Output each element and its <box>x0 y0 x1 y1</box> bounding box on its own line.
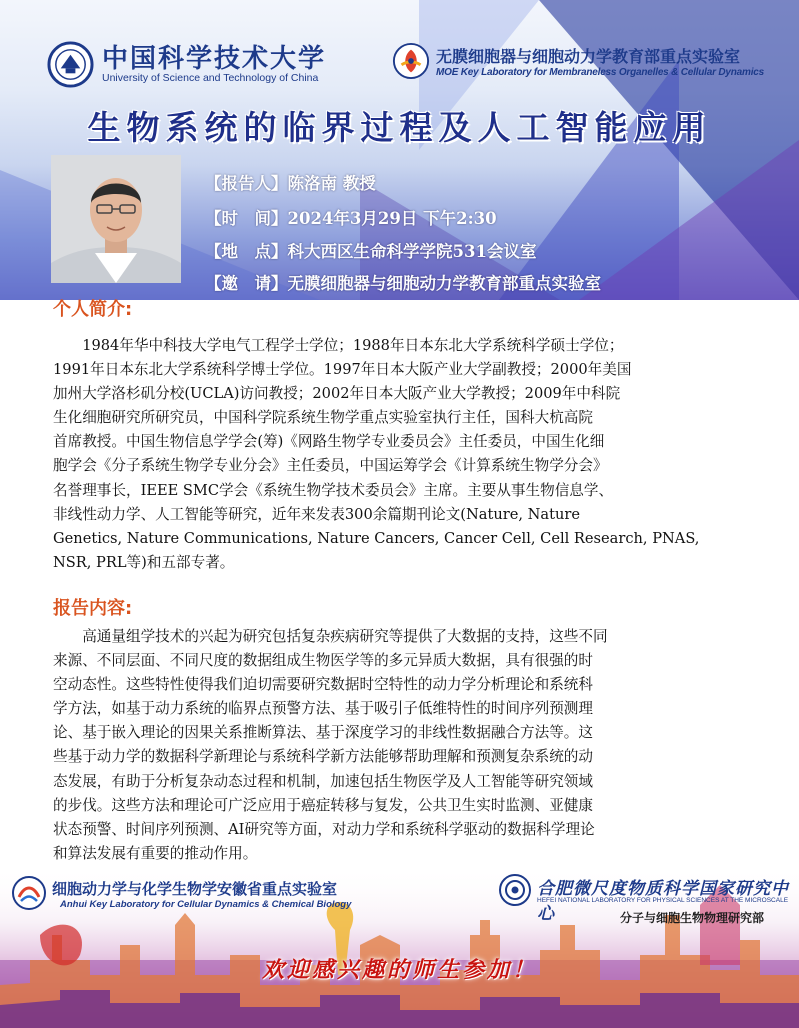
invite-label: 【邀 请】 <box>205 274 288 293</box>
invite-row <box>205 270 601 294</box>
welcome-slogan: 欢迎感兴趣的师生参加！ <box>261 957 537 983</box>
content-line: 论、基于嵌入理论的因果关系推断算法、基于深度学习的非线性数据融合方法等。这 <box>53 724 593 742</box>
hfnl-logo-icon <box>498 873 532 907</box>
place-value: 科大西区生命科学学院531会议室 <box>287 242 537 261</box>
anhui-lab-name: 细胞动力学与化学生物学安徽省重点实验室 <box>52 880 338 898</box>
speaker-row <box>205 170 376 194</box>
bio-line: 首席教授。中国生物信息学学会(筹)《网路生物学专业委员会》主任委员，中国生化细 <box>53 433 605 451</box>
content-line: 的步伐。这些方法和理论可广泛应用于癌症转移与复发，公共卫生实时监测、亚健康 <box>53 796 593 814</box>
anhui-lab-name-en: Anhui Key Laboratory for Cellular Dynamics & Chemical Biology <box>60 899 352 910</box>
bio-line: 胞学会《分子系统生物学专业分会》主任委员，中国运筹学会《计算系统生物学分会》 <box>53 457 608 475</box>
invite-value: 无膜细胞器与细胞动力学教育部重点实验室 <box>287 274 601 293</box>
bio-line: 1984年华中科技大学电气工程学士学位；1988年日本东北大学系统科学硕士学位； <box>53 337 624 354</box>
bio-line: 名誉理事长，IEEE SMC学会《系统生物学技术委员会》主席。主要从事生物信息学、 <box>53 481 614 499</box>
bio-line: 1991年日本东北大学系统科学博士学位。1997年日本大阪产业大学副教授；2000年美国 <box>53 361 632 379</box>
speaker-label: 【报告人】 <box>205 174 288 193</box>
hfnl-name: 合肥微尺度物质科学国家研究中心 <box>537 879 789 924</box>
content-line: 空动态性。这些特性使得我们迫切需要研究数据时空特性的动力学分析理论和系统科 <box>53 676 593 694</box>
place-row <box>205 238 536 262</box>
content-line: 来源、不同层面、不同尺度的数据组成生物医学等的多元异质大数据，具有很强的时 <box>53 652 593 670</box>
speaker-photo <box>51 155 181 283</box>
content-line: 些基于动力学的数据科学新理论与系统科学新方法能够帮助理解和预测复杂系统的动 <box>53 748 593 766</box>
moe-lab-name-en: MOE Key Laboratory for Membraneless Organelles & Cellular Dynamics <box>436 67 765 78</box>
bio-line: NSR, PRL等)和五部专著。 <box>53 553 235 571</box>
footer-banner <box>0 865 799 1028</box>
bio-line: 加州大学洛杉矶分校(UCLA)访问教授；2002年日本大阪产业大学教授；2009年中科院 <box>53 385 621 403</box>
content-line: 学方法，如基于动力系统的临界点预警方法、基于吸引子低维特性的时间序列预测理 <box>53 700 593 718</box>
ustc-emblem-icon <box>47 41 94 88</box>
header-banner <box>0 0 799 300</box>
content-line: 态发展，有助于分析复杂动态过程和机制，加速包括生物医学及人工智能等研究领域 <box>53 772 593 790</box>
hfnl-department: 分子与细胞生物物理研究部 <box>620 911 765 925</box>
bio-line: 生化细胞研究所研究员，中国科学院系统生物学重点实验室执行主任，国科大杭高院 <box>53 409 593 427</box>
content-heading: 报告内容: <box>53 598 133 619</box>
speaker-name: 陈洛南 教授 <box>287 174 376 193</box>
hfnl-name-en: HEFEI NATIONAL LABORATORY FOR PHYSICAL SCIENCES AT THE MICROSCALE <box>537 897 789 904</box>
moe-lab-logo-icon <box>392 42 430 80</box>
moe-lab-name: 无膜细胞器与细胞动力学教育部重点实验室 <box>436 47 741 66</box>
content-line: 和算法发展有重要的推动作用。 <box>53 844 258 862</box>
content-paragraph <box>53 625 753 866</box>
ustc-name: 中国科学技术大学 <box>102 44 327 74</box>
ustc-name-en: University of Science and Technology of China <box>102 72 319 84</box>
time-row <box>205 205 497 229</box>
bio-paragraph <box>53 334 753 575</box>
bio-heading: 个人简介: <box>53 299 133 320</box>
bio-line: Genetics, Nature Communications, Nature Cancers, Cancer Cell, Cell Research, PNAS, <box>53 529 700 547</box>
time-value: 2024年3月29日 下午2:30 <box>287 209 497 228</box>
content-line: 状态预警、时间序列预测、AI研究等方面，对动力学和系统科学驱动的数据科学理论 <box>53 820 595 838</box>
anhui-lab-logo-icon <box>11 875 47 911</box>
time-label: 【时 间】 <box>205 209 288 228</box>
place-label: 【地 点】 <box>205 242 288 261</box>
bio-line: 非线性动力学、人工智能等研究，近年来发表300余篇期刊论文(Nature, Nature <box>53 505 580 523</box>
content-line: 高通量组学技术的兴起为研究包括复杂疾病研究等提供了大数据的支持，这些不同 <box>53 628 608 645</box>
page-title: 生物系统的临界过程及人工智能应用 <box>87 108 712 147</box>
